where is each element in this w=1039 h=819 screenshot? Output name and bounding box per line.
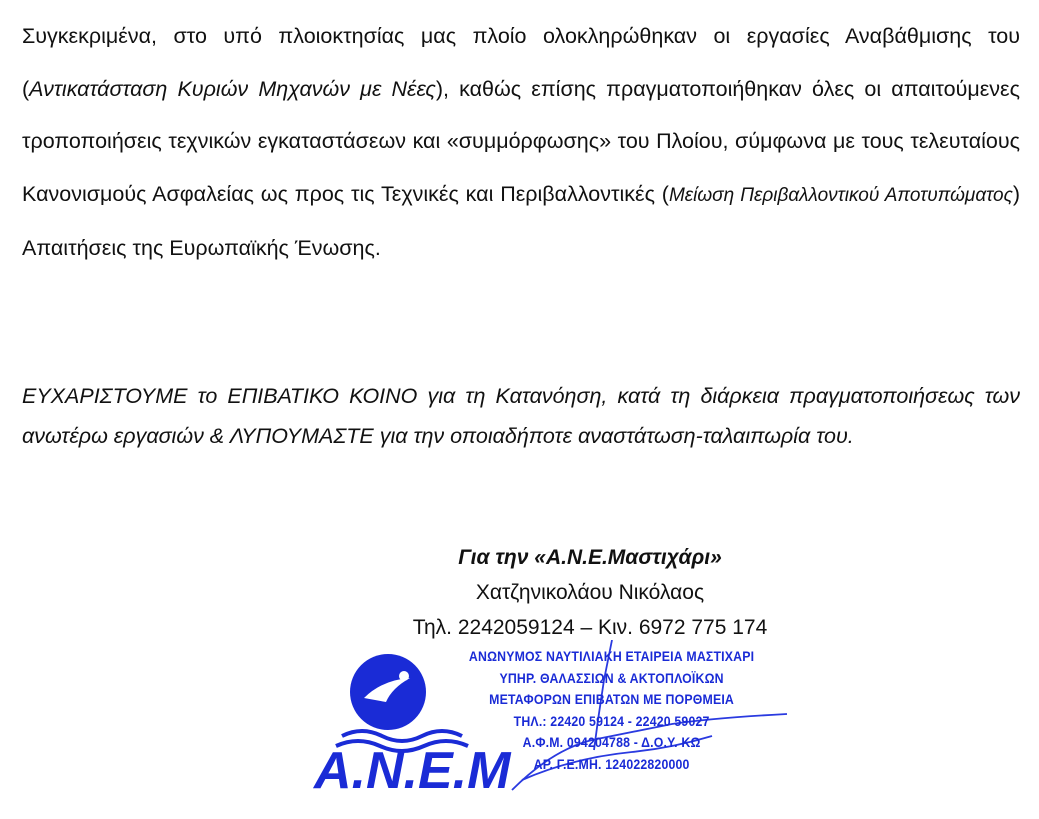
logo-lettering: Α.Ν.Ε.Μ xyxy=(314,742,511,800)
paragraph-text: ), καθώς επίσης πραγματοποιήθηκαν όλες οι απαιτούμενες τροποποιήσεις τεχνικών εγκαταστάσεων και «συμμόρφωσης» του Πλοίου, σύμφωνα με τους τελευταίους Κανονισμούς Ασφαλείας ως προς τις Τεχνικές και Περιβαλλοντικές ( xyxy=(22,76,1020,206)
italic-note-engines: Αντικατάσταση Κυριών Μηχανών με Νέες xyxy=(29,76,436,101)
stamp-line: ΑΝΩΝΥΜΟΣ ΝΑΥΤΙΛΙΑΚΗ ΕΤΑΙΡΕΙΑ ΜΑΣΤΙΧΑΡΙ xyxy=(468,648,755,664)
company-stamp xyxy=(312,640,812,800)
italic-note-footprint: Μείωση Περιβαλλοντικού Αποτυπώματος xyxy=(668,184,1013,206)
stamp-line: ΥΠΗΡ. ΘΑΛΑΣΣΙΩΝ & ΑΚΤΟΠΛΟΪΚΩΝ xyxy=(499,669,724,686)
stamp-text xyxy=(462,646,761,775)
stamp-line: Α.Φ.Μ. 094204788 - Δ.Ο.Υ. ΚΩ xyxy=(522,734,701,750)
body-paragraph-1 xyxy=(22,10,1020,275)
signature-organization: Για την «Α.Ν.Ε.Μαστιχάρι» xyxy=(458,546,722,569)
stamp-line: ΜΕΤΑΦΟΡΩΝ ΕΠΙΒΑΤΩΝ ΜΕ ΠΟΡΘΜΕΙΑ xyxy=(489,691,735,707)
signature-name: Χατζηνικολάου Νικόλαος xyxy=(475,581,705,604)
paragraph-text: Συγκεκριμένα, στο υπό πλοιοκτησίας μας πλοίο ολοκληρώθηκαν οι εργασίες Αναβάθμισης του ( xyxy=(22,24,1020,101)
body-paragraph-2: ΕΥΧΑΡΙΣΤΟΥΜΕ το ΕΠΙΒΑΤΙΚΟ ΚΟΙΝΟ για τη Κατανόηση, κατά τη διάρκεια πραγματοποιήσεως των ανωτέρω εργασιών & ΛΥΠΟΥΜΑΣΤΕ για την οποιαδήποτε αναστάτωση-ταλαιπωρία του. xyxy=(22,384,1020,448)
signature-phones: Τηλ. 2242059124 – Κιν. 6972 775 174 xyxy=(412,616,768,639)
paragraph-text: ) Απαιτήσεις της Ευρωπαϊκής Ένωσης. xyxy=(22,181,1020,260)
stamp-line: ΤΗΛ.: 22420 59124 - 22420 59027 xyxy=(513,712,710,729)
stamp-line: ΑΡ. Γ.Ε.ΜΗ. 124022820000 xyxy=(533,755,690,772)
signature-block xyxy=(340,540,840,645)
